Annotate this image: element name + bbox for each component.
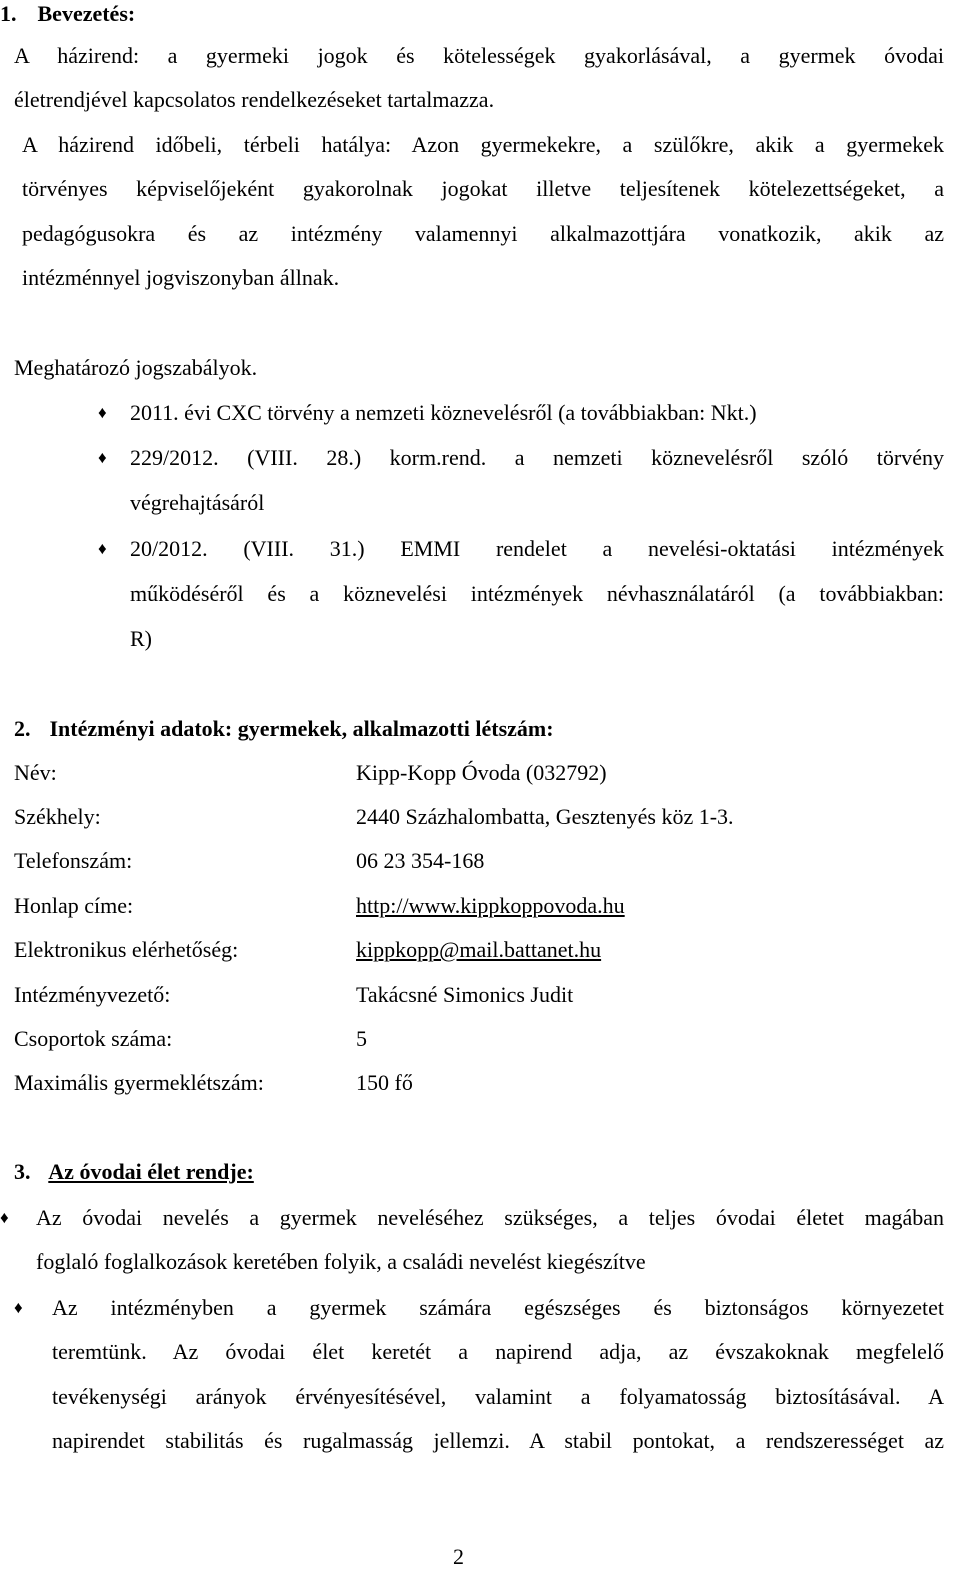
row-label-phone: Telefonszám: (14, 848, 133, 873)
row-label-capacity: Maximális gyermeklétszám: (14, 1070, 264, 1095)
bullet-2-line-2: teremtünk. Az óvodai élet keretét a napirend adja, az évszakoknak megfelelő (52, 1339, 944, 1364)
rule-2-line-2: végrehajtásáról (130, 490, 265, 515)
rule-3-line-2: működéséről és a köznevelési intézmények névhasználatáról (a továbbiakban: (130, 581, 944, 606)
row-label-email: Elektronikus elérhetőség: (14, 937, 239, 962)
section-1-title: Bevezetés: (37, 1, 136, 26)
row-value-name: Kipp-Kopp Óvoda (032792) (356, 760, 607, 785)
paragraph-2-line-2: törvényes képviselőjeként gyakorolnak jogokat illetve teljesítenek kötelezettségeket, a (22, 176, 944, 201)
rule-3-line-1: 20/2012. (VIII. 31.) EMMI rendelet a nevelési-oktatási intézmények (130, 536, 944, 561)
rule-2-line-1: 229/2012. (VIII. 28.) korm.rend. a nemzeti köznevelésről szóló törvény (130, 445, 944, 470)
section-2-title: Intézményi adatok: gyermekek, alkalmazotti létszám: (49, 716, 554, 741)
website-link[interactable]: http://www.kippkoppovoda.hu (356, 893, 625, 918)
section-3-number: 3. (14, 1159, 31, 1184)
row-label-director: Intézményvezető: (14, 982, 171, 1007)
paragraph-1-line-2: életrendjével kapcsolatos rendelkezéseket tartalmazza. (14, 87, 495, 112)
email-link[interactable]: kippkopp@mail.battanet.hu (356, 937, 602, 962)
row-label-groups: Csoportok száma: (14, 1026, 173, 1051)
section-2-number: 2. (14, 716, 31, 741)
diamond-bullet-icon: ♦ (98, 448, 107, 467)
row-value-groups: 5 (356, 1026, 367, 1051)
row-value-address: 2440 Százhalombatta, Gesztenyés köz 1-3. (356, 804, 734, 829)
page-number: 2 (453, 1544, 464, 1569)
diamond-bullet-icon: ♦ (98, 403, 107, 422)
section-1-number: 1. (0, 1, 17, 26)
rule-1-text: 2011. évi CXC törvény a nemzeti köznevelésről (a továbbiakban: Nkt.) (130, 400, 757, 425)
paragraph-2-line-1: A házirend időbeli, térbeli hatálya: Azon gyermekekre, a szülőkre, akik a gyermekek (22, 132, 944, 157)
diamond-bullet-icon: ♦ (0, 1208, 9, 1227)
bullet-2-line-3: tevékenységi arányok érvényesítésével, valamint a folyamatosság biztosításával. A (52, 1384, 944, 1409)
row-value-capacity: 150 fő (356, 1070, 413, 1095)
paragraph-2-line-4: intézménnyel jogviszonyban állnak. (22, 265, 340, 290)
row-label-address: Székhely: (14, 804, 101, 829)
bullet-1-line-2: foglaló foglalkozások keretében folyik, a családi nevelést kiegészítve (36, 1249, 646, 1274)
diamond-bullet-icon: ♦ (98, 539, 107, 558)
section-3-title: Az óvodai élet rendje: (48, 1159, 254, 1184)
section-3-heading (14, 1158, 254, 1186)
bullet-1-line-1: Az óvodai nevelés a gyermek neveléséhez szükséges, a teljes óvodai életet magában (36, 1205, 944, 1230)
row-value-director: Takácsné Simonics Judit (356, 982, 574, 1007)
section-2-heading (14, 715, 554, 743)
bullet-2-line-1: Az intézményben a gyermek számára egészséges és biztonságos környezetet (52, 1295, 944, 1320)
rule-3-line-3: R) (130, 626, 152, 651)
section-1-heading (0, 0, 135, 28)
paragraph-2-line-3: pedagógusokra és az intézmény valamennyi alkalmazottjára vonatkozik, akik az (22, 221, 944, 246)
rules-heading: Meghatározó jogszabályok. (14, 355, 258, 380)
bullet-2-line-4: napirendet stabilitás és rugalmasság jellemzi. A stabil pontokat, a rendszerességet az (52, 1428, 944, 1453)
row-value-phone: 06 23 354-168 (356, 848, 485, 873)
paragraph-1-line-1: A házirend: a gyermeki jogok és kötelességek gyakorlásával, a gyermek óvodai (14, 43, 944, 68)
row-label-name: Név: (14, 760, 57, 785)
diamond-bullet-icon: ♦ (14, 1298, 23, 1317)
row-label-website: Honlap címe: (14, 893, 134, 918)
